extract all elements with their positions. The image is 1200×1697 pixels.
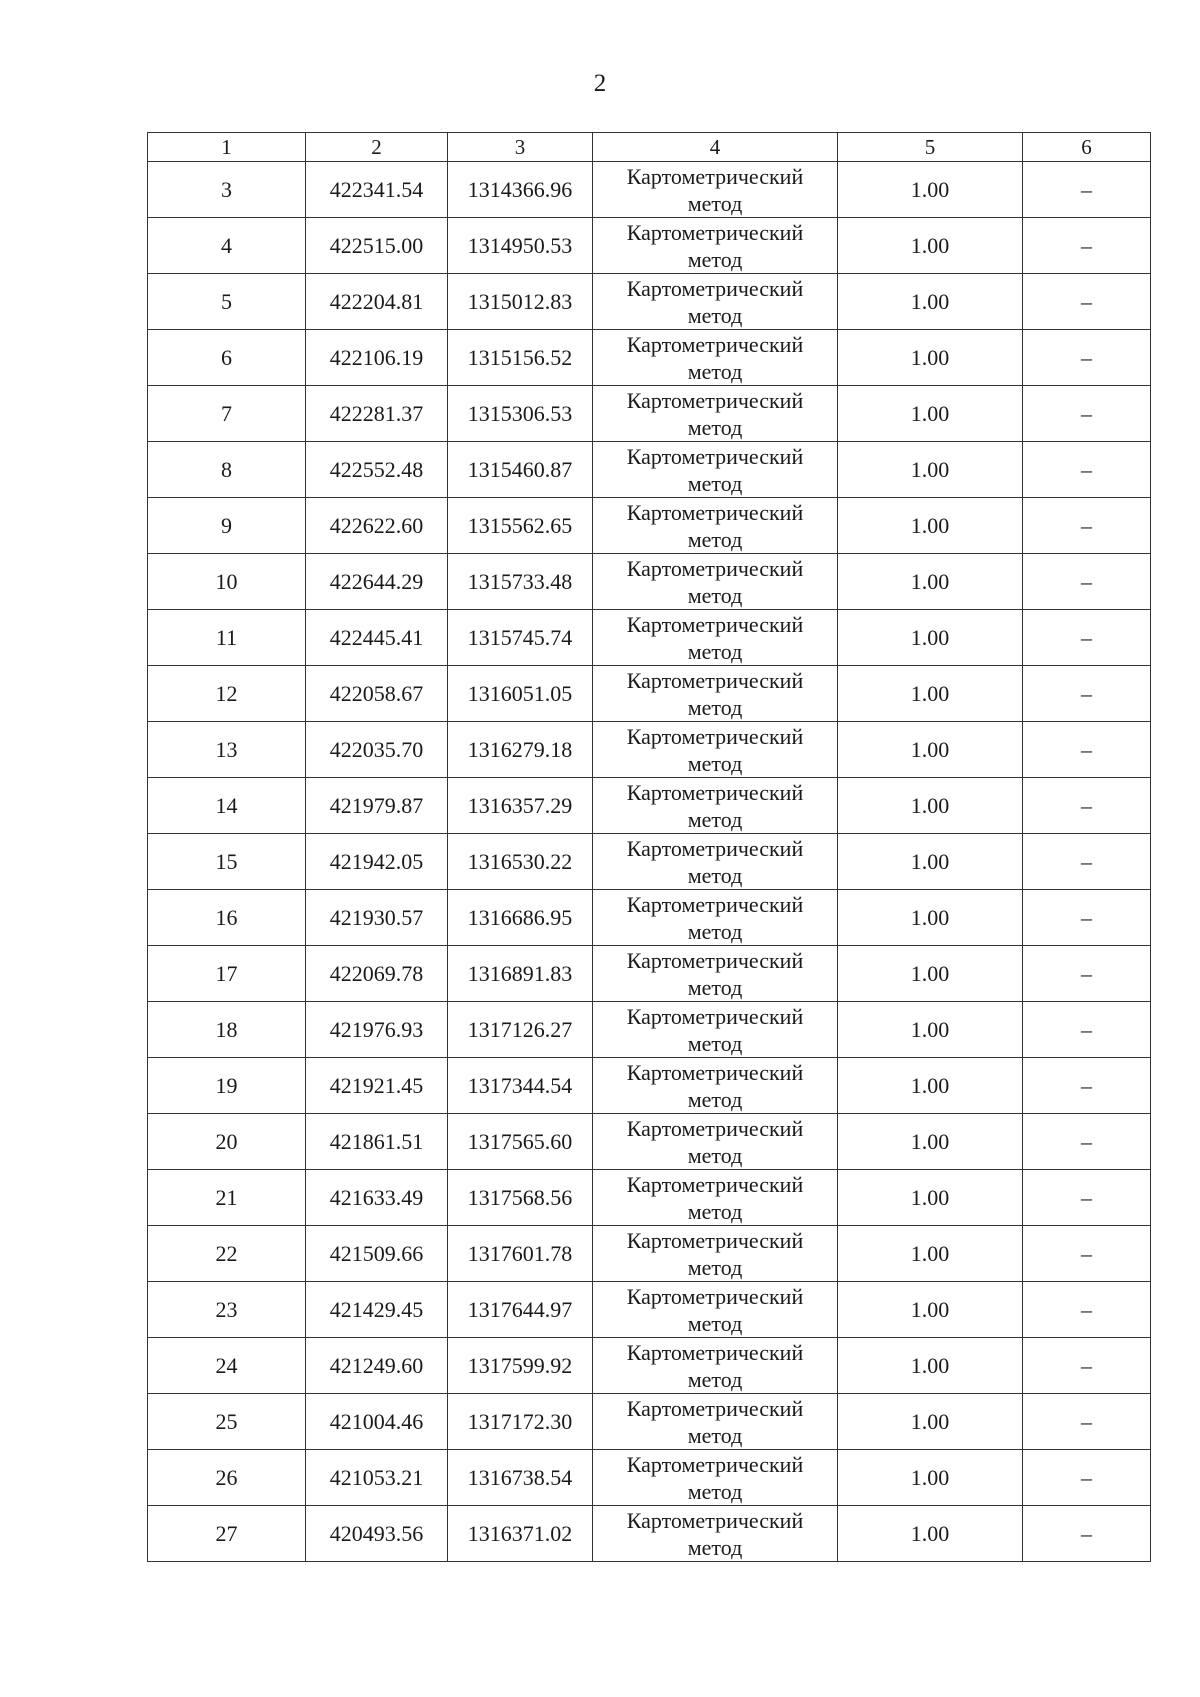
method-text: метод [687, 862, 743, 888]
y-coordinate-cell: 1317126.27 [448, 1002, 593, 1058]
method-text: Картометрический [626, 1283, 804, 1309]
method-text: Картометрический [626, 779, 804, 805]
note-cell: – [1023, 1170, 1151, 1226]
note-cell: – [1023, 1282, 1151, 1338]
point-number-cell: 7 [148, 386, 306, 442]
point-number-cell: 27 [148, 1506, 306, 1562]
y-coordinate-cell: 1315460.87 [448, 442, 593, 498]
y-coordinate-cell: 1316051.05 [448, 666, 593, 722]
method-cell [593, 778, 838, 834]
accuracy-cell: 1.00 [838, 722, 1023, 778]
note-cell: – [1023, 442, 1151, 498]
y-coordinate-cell: 1317565.60 [448, 1114, 593, 1170]
point-number-cell: 23 [148, 1282, 306, 1338]
accuracy-cell: 1.00 [838, 1170, 1023, 1226]
note-cell: – [1023, 386, 1151, 442]
x-coordinate-cell: 422281.37 [306, 386, 448, 442]
table-row [148, 610, 1151, 666]
method-cell [593, 946, 838, 1002]
accuracy-cell: 1.00 [838, 1002, 1023, 1058]
method-cell [593, 442, 838, 498]
accuracy-cell: 1.00 [838, 1114, 1023, 1170]
y-coordinate-cell: 1315745.74 [448, 610, 593, 666]
point-number-cell: 9 [148, 498, 306, 554]
point-number-cell: 21 [148, 1170, 306, 1226]
method-cell [593, 1058, 838, 1114]
method-text: Картометрический [626, 611, 804, 637]
method-text: Картометрический [626, 1059, 804, 1085]
x-coordinate-cell: 422552.48 [306, 442, 448, 498]
method-text: Картометрический [626, 1227, 804, 1253]
table-row [148, 890, 1151, 946]
method-text: Картометрический [626, 667, 804, 693]
x-coordinate-cell: 421249.60 [306, 1338, 448, 1394]
table-body [148, 133, 1151, 1562]
method-cell [593, 162, 838, 218]
note-cell: – [1023, 554, 1151, 610]
method-cell [593, 218, 838, 274]
method-cell [593, 610, 838, 666]
method-text: метод [687, 918, 743, 944]
point-number-cell: 10 [148, 554, 306, 610]
method-cell [593, 834, 838, 890]
point-number-cell: 4 [148, 218, 306, 274]
table-row [148, 274, 1151, 330]
note-cell: – [1023, 1002, 1151, 1058]
method-cell [593, 1002, 838, 1058]
note-cell: – [1023, 1226, 1151, 1282]
method-text: Картометрический [626, 555, 804, 581]
table-row [148, 1338, 1151, 1394]
accuracy-cell: 1.00 [838, 1226, 1023, 1282]
accuracy-cell: 1.00 [838, 1338, 1023, 1394]
note-cell: – [1023, 666, 1151, 722]
accuracy-cell: 1.00 [838, 778, 1023, 834]
column-header: 1 [148, 133, 306, 162]
note-cell: – [1023, 1506, 1151, 1562]
method-cell [593, 386, 838, 442]
method-text: метод [687, 414, 743, 440]
point-number-cell: 5 [148, 274, 306, 330]
table-row [148, 1002, 1151, 1058]
note-cell: – [1023, 218, 1151, 274]
accuracy-cell: 1.00 [838, 274, 1023, 330]
method-cell [593, 1338, 838, 1394]
x-coordinate-cell: 422341.54 [306, 162, 448, 218]
method-cell [593, 722, 838, 778]
method-text: метод [687, 750, 743, 776]
method-text: Картометрический [626, 1451, 804, 1477]
y-coordinate-cell: 1316530.22 [448, 834, 593, 890]
point-number-cell: 26 [148, 1450, 306, 1506]
point-number-cell: 14 [148, 778, 306, 834]
accuracy-cell: 1.00 [838, 610, 1023, 666]
method-text: Картометрический [626, 891, 804, 917]
note-cell: – [1023, 162, 1151, 218]
y-coordinate-cell: 1317172.30 [448, 1394, 593, 1450]
point-number-cell: 13 [148, 722, 306, 778]
point-number-cell: 17 [148, 946, 306, 1002]
y-coordinate-cell: 1316371.02 [448, 1506, 593, 1562]
method-text: Картометрический [626, 1003, 804, 1029]
y-coordinate-cell: 1315012.83 [448, 274, 593, 330]
note-cell: – [1023, 890, 1151, 946]
table-row [148, 162, 1151, 218]
method-cell [593, 890, 838, 946]
method-text: Картометрический [626, 387, 804, 413]
accuracy-cell: 1.00 [838, 386, 1023, 442]
accuracy-cell: 1.00 [838, 890, 1023, 946]
column-header: 3 [448, 133, 593, 162]
accuracy-cell: 1.00 [838, 1394, 1023, 1450]
method-text: метод [687, 1534, 743, 1560]
x-coordinate-cell: 422515.00 [306, 218, 448, 274]
table-row [148, 218, 1151, 274]
method-text: метод [687, 638, 743, 664]
note-cell: – [1023, 778, 1151, 834]
method-text: Картометрический [626, 1115, 804, 1141]
accuracy-cell: 1.00 [838, 442, 1023, 498]
method-text: метод [687, 302, 743, 328]
x-coordinate-cell: 422445.41 [306, 610, 448, 666]
column-header: 6 [1023, 133, 1151, 162]
point-number-cell: 22 [148, 1226, 306, 1282]
method-text: Картометрический [626, 219, 804, 245]
y-coordinate-cell: 1317644.97 [448, 1282, 593, 1338]
method-text: метод [687, 1478, 743, 1504]
note-cell: – [1023, 834, 1151, 890]
point-number-cell: 18 [148, 1002, 306, 1058]
note-cell: – [1023, 946, 1151, 1002]
page-number: 2 [593, 70, 607, 97]
y-coordinate-cell: 1317601.78 [448, 1226, 593, 1282]
method-cell [593, 1394, 838, 1450]
method-text: метод [687, 470, 743, 496]
y-coordinate-cell: 1316357.29 [448, 778, 593, 834]
note-cell: – [1023, 1394, 1151, 1450]
method-cell [593, 1170, 838, 1226]
y-coordinate-cell: 1315733.48 [448, 554, 593, 610]
y-coordinate-cell: 1315562.65 [448, 498, 593, 554]
x-coordinate-cell: 422035.70 [306, 722, 448, 778]
x-coordinate-cell: 421930.57 [306, 890, 448, 946]
y-coordinate-cell: 1317568.56 [448, 1170, 593, 1226]
method-text: Картометрический [626, 723, 804, 749]
method-text: метод [687, 582, 743, 608]
table-header-row [148, 133, 1151, 162]
x-coordinate-cell: 421979.87 [306, 778, 448, 834]
table-row [148, 1114, 1151, 1170]
accuracy-cell: 1.00 [838, 218, 1023, 274]
note-cell: – [1023, 1058, 1151, 1114]
table-row [148, 1506, 1151, 1562]
accuracy-cell: 1.00 [838, 1058, 1023, 1114]
y-coordinate-cell: 1317344.54 [448, 1058, 593, 1114]
method-text: метод [687, 1366, 743, 1392]
note-cell: – [1023, 722, 1151, 778]
method-text: метод [687, 694, 743, 720]
point-number-cell: 25 [148, 1394, 306, 1450]
table-row [148, 666, 1151, 722]
point-number-cell: 12 [148, 666, 306, 722]
column-header: 4 [593, 133, 838, 162]
method-cell [593, 1506, 838, 1562]
table-row [148, 498, 1151, 554]
point-number-cell: 16 [148, 890, 306, 946]
x-coordinate-cell: 422204.81 [306, 274, 448, 330]
coordinates-table [147, 132, 1151, 1562]
method-text: метод [687, 190, 743, 216]
point-number-cell: 20 [148, 1114, 306, 1170]
method-text: Картометрический [626, 1339, 804, 1365]
method-text: метод [687, 1254, 743, 1280]
table-row [148, 1450, 1151, 1506]
accuracy-cell: 1.00 [838, 666, 1023, 722]
method-text: метод [687, 1198, 743, 1224]
accuracy-cell: 1.00 [838, 834, 1023, 890]
point-number-cell: 6 [148, 330, 306, 386]
y-coordinate-cell: 1317599.92 [448, 1338, 593, 1394]
table-row [148, 1058, 1151, 1114]
x-coordinate-cell: 422622.60 [306, 498, 448, 554]
y-coordinate-cell: 1316279.18 [448, 722, 593, 778]
point-number-cell: 15 [148, 834, 306, 890]
table-row [148, 554, 1151, 610]
method-cell [593, 1226, 838, 1282]
accuracy-cell: 1.00 [838, 162, 1023, 218]
y-coordinate-cell: 1315156.52 [448, 330, 593, 386]
method-text: Картометрический [626, 1395, 804, 1421]
table-row [148, 778, 1151, 834]
table-row [148, 330, 1151, 386]
method-text: Картометрический [626, 331, 804, 357]
x-coordinate-cell: 421921.45 [306, 1058, 448, 1114]
accuracy-cell: 1.00 [838, 946, 1023, 1002]
method-text: метод [687, 806, 743, 832]
point-number-cell: 3 [148, 162, 306, 218]
y-coordinate-cell: 1316738.54 [448, 1450, 593, 1506]
method-cell [593, 330, 838, 386]
accuracy-cell: 1.00 [838, 1282, 1023, 1338]
method-text: метод [687, 246, 743, 272]
accuracy-cell: 1.00 [838, 1506, 1023, 1562]
x-coordinate-cell: 421509.66 [306, 1226, 448, 1282]
x-coordinate-cell: 422644.29 [306, 554, 448, 610]
y-coordinate-cell: 1316686.95 [448, 890, 593, 946]
point-number-cell: 19 [148, 1058, 306, 1114]
method-text: Картометрический [626, 443, 804, 469]
accuracy-cell: 1.00 [838, 330, 1023, 386]
method-text: Картометрический [626, 163, 804, 189]
method-text: метод [687, 1422, 743, 1448]
y-coordinate-cell: 1314366.96 [448, 162, 593, 218]
note-cell: – [1023, 274, 1151, 330]
method-text: Картометрический [626, 275, 804, 301]
table-row [148, 442, 1151, 498]
point-number-cell: 11 [148, 610, 306, 666]
x-coordinate-cell: 421861.51 [306, 1114, 448, 1170]
note-cell: – [1023, 1450, 1151, 1506]
table-row [148, 1170, 1151, 1226]
y-coordinate-cell: 1315306.53 [448, 386, 593, 442]
table-row [148, 834, 1151, 890]
method-text: Картометрический [626, 1171, 804, 1197]
x-coordinate-cell: 422058.67 [306, 666, 448, 722]
x-coordinate-cell: 421004.46 [306, 1394, 448, 1450]
column-header: 5 [838, 133, 1023, 162]
note-cell: – [1023, 498, 1151, 554]
method-text: метод [687, 1142, 743, 1168]
method-text: Картометрический [626, 1507, 804, 1533]
method-cell [593, 498, 838, 554]
x-coordinate-cell: 421633.49 [306, 1170, 448, 1226]
note-cell: – [1023, 1114, 1151, 1170]
point-number-cell: 8 [148, 442, 306, 498]
method-cell [593, 1282, 838, 1338]
method-text: Картометрический [626, 947, 804, 973]
method-cell [593, 1450, 838, 1506]
method-text: метод [687, 1310, 743, 1336]
column-header: 2 [306, 133, 448, 162]
accuracy-cell: 1.00 [838, 498, 1023, 554]
table-row [148, 722, 1151, 778]
method-text: Картометрический [626, 499, 804, 525]
x-coordinate-cell: 422069.78 [306, 946, 448, 1002]
point-number-cell: 24 [148, 1338, 306, 1394]
note-cell: – [1023, 1338, 1151, 1394]
method-text: метод [687, 526, 743, 552]
method-text: метод [687, 974, 743, 1000]
table-row [148, 1226, 1151, 1282]
y-coordinate-cell: 1314950.53 [448, 218, 593, 274]
method-cell [593, 554, 838, 610]
accuracy-cell: 1.00 [838, 554, 1023, 610]
method-text: метод [687, 1086, 743, 1112]
x-coordinate-cell: 420493.56 [306, 1506, 448, 1562]
x-coordinate-cell: 421429.45 [306, 1282, 448, 1338]
method-cell [593, 1114, 838, 1170]
x-coordinate-cell: 421976.93 [306, 1002, 448, 1058]
table-row [148, 1394, 1151, 1450]
x-coordinate-cell: 421942.05 [306, 834, 448, 890]
x-coordinate-cell: 422106.19 [306, 330, 448, 386]
table-row [148, 1282, 1151, 1338]
method-text: метод [687, 358, 743, 384]
method-text: метод [687, 1030, 743, 1056]
table-row [148, 386, 1151, 442]
method-text: Картометрический [626, 835, 804, 861]
accuracy-cell: 1.00 [838, 1450, 1023, 1506]
note-cell: – [1023, 610, 1151, 666]
method-cell [593, 274, 838, 330]
method-cell [593, 666, 838, 722]
note-cell: – [1023, 330, 1151, 386]
table-row [148, 946, 1151, 1002]
y-coordinate-cell: 1316891.83 [448, 946, 593, 1002]
x-coordinate-cell: 421053.21 [306, 1450, 448, 1506]
